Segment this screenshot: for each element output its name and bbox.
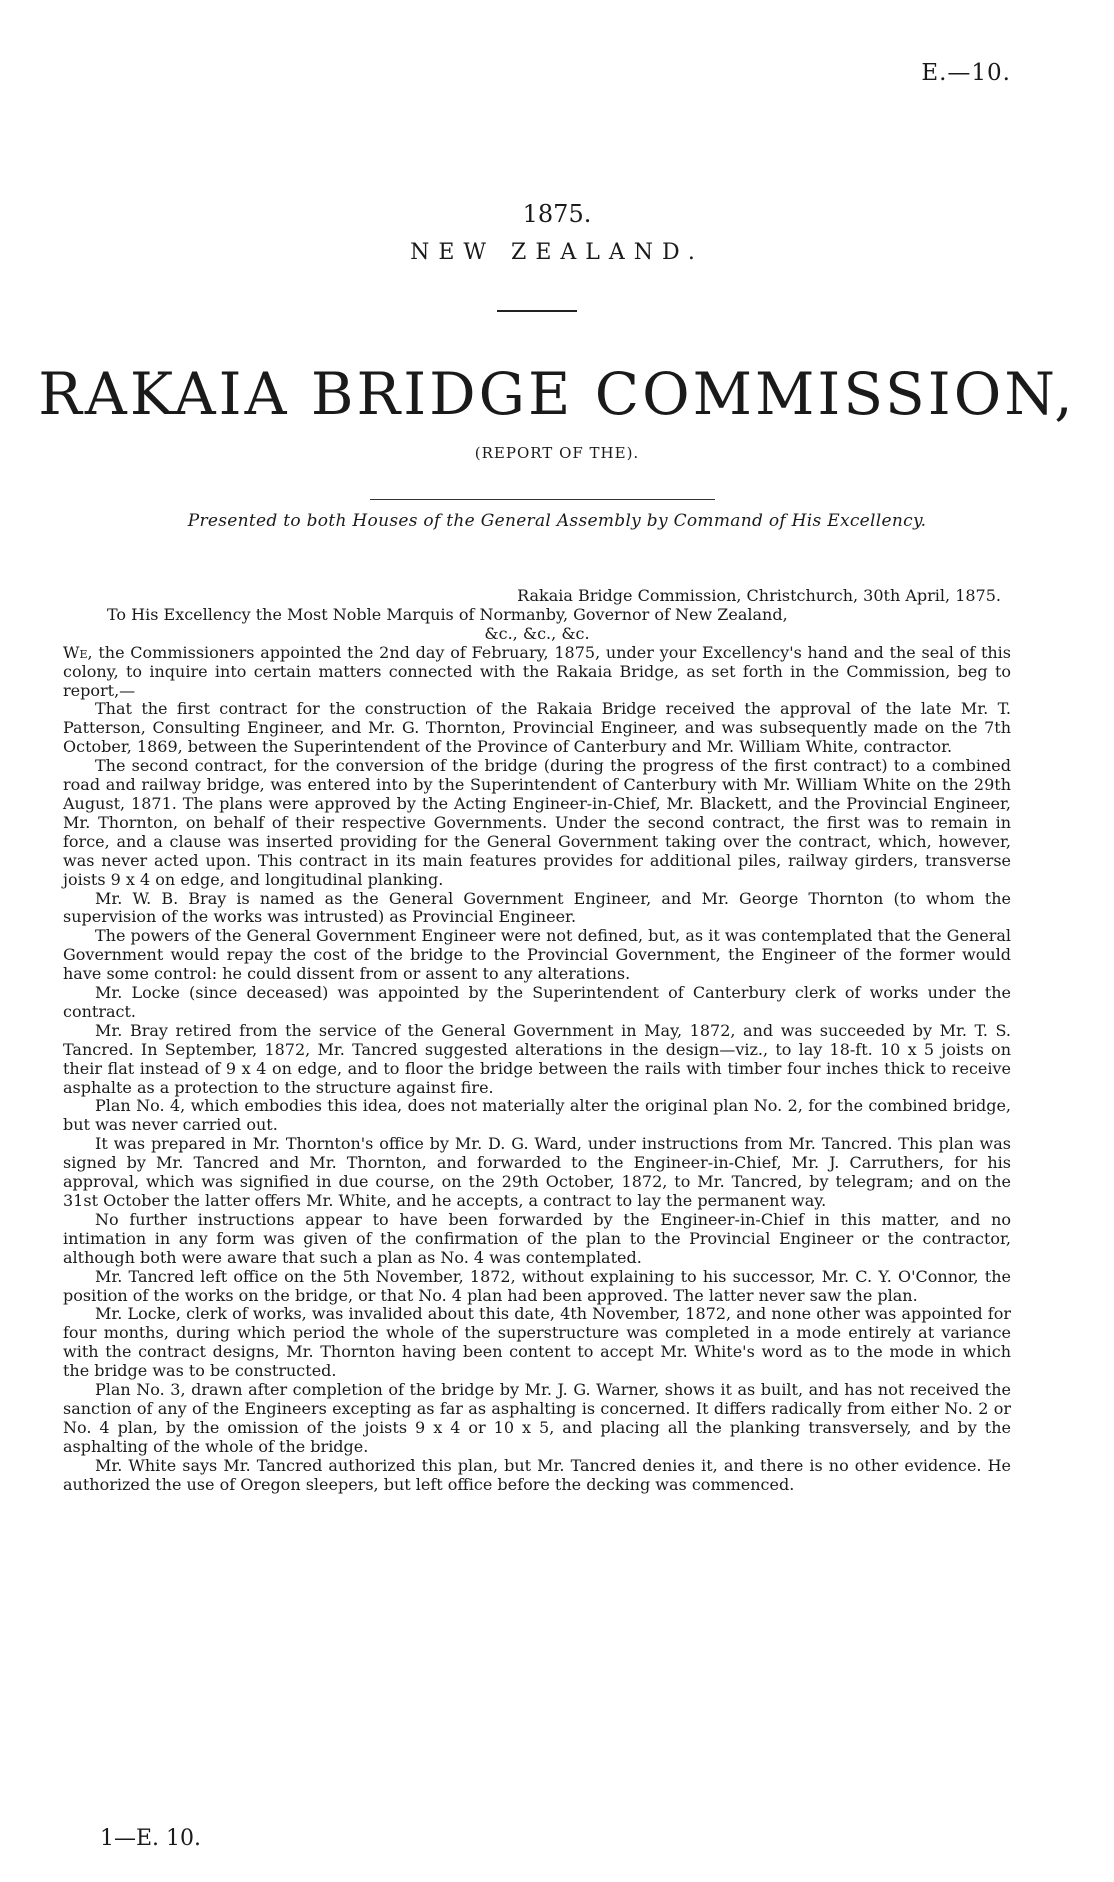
paragraph: Mr. Bray retired from the service of the General Government in May, 1872, and was succeeded by Mr. T. S. Tancred. In September, 1872, Mr. Tancred suggested alterations in the design—viz., to lay 18-ft. 10 x 5 joists on their flat instead of 9 x 4 on edge, and to floor the bridge between the rails with timber four inches thick to receive asphalte as a protection to the structure against fire.	[63, 1020, 1011, 1097]
document-subtitle: (REPORT OF THE).	[474, 444, 640, 462]
short-divider	[497, 310, 577, 312]
paragraph: The second contract, for the conversion of the bridge (during the progress of the first contract) to a combined road and railway bridge, was entered into by the Superintendent of Canterbury with Mr. William White on the 29th August, 1871. The plans were approved by the Acting Engineer-in-Chief, Mr. Blackett, and the Provincial Engineer, Mr. Thornton, on behalf of their respective Governments. Under the second contract, the first was to remain in force, and a clause was inserted providing for the General Government taking over the contract, which, however, was never acted upon. This contract in its main features provides for additional piles, railway girders, transverse joists 9 x 4 on edge, and longitudinal planking.	[63, 756, 1011, 889]
dateline: Rakaia Bridge Commission, Christchurch, 30th April, 1875.	[517, 586, 1001, 605]
paragraph: Plan No. 4, which embodies this idea, does not materially alter the original plan No. 2, for the combined bridge, but was never carried out.	[63, 1096, 1011, 1135]
paragraph: Mr. Tancred left office on the 5th November, 1872, without explaining to his successor, Mr. C. Y. O'Connor, the position of the works on the bridge, or that No. 4 plan had been approved. The latter never saw the plan.	[63, 1266, 1011, 1305]
paragraph: That the first contract for the construction of the Rakaia Bridge received the approval of the late Mr. T. Patterson, Consulting Engineer, and Mr. G. Thornton, Provincial Engineer, and was subsequently made on the 7th October, 1869, between the Superintendent of the Province of Canterbury and Mr. William White, contractor.	[63, 699, 1011, 757]
country-heading: NEW ZEALAND.	[410, 240, 704, 265]
paragraph: Mr. W. B. Bray is named as the General Government Engineer, and Mr. George Thornton (to whom the supervision of the works was intrusted) as Provincial Engineer.	[63, 888, 1011, 927]
opening-word: We	[63, 642, 88, 662]
paragraph: Plan No. 3, drawn after completion of the bridge by Mr. J. G. Warner, shows it as built, and has not received the sanction of any of the Engineers excepting as far as asphalting is concerned. It differs radically from either No. 2 or No. 4 plan, by the omission of the joists 9 x 4 or 10 x 5, and placing all the planking transversely, and by the asphalting of the whole of the bridge.	[63, 1380, 1011, 1456]
opening-paragraph	[63, 644, 1011, 701]
paragraph: Mr. Locke, clerk of works, was invalided about this date, 4th November, 1872, and none other was appointed for four months, during which period the whole of the superstructure was completed in a mode entirely at variance with the contract designs, Mr. Thornton having been content to accept Mr. White's word as to the mode in which the bridge was to be constructed.	[63, 1304, 1011, 1381]
document-year: 1875.	[522, 200, 592, 228]
title-divider	[370, 499, 715, 500]
paragraph: It was prepared in Mr. Thornton's office by Mr. D. G. Ward, under instructions from Mr. Tancred. This plan was signed by Mr. Tancred and Mr. Thornton, and forwarded to the Engineer-in-Chief, Mr. J. Carruthers, for his approval, which was signified in due course, on the 29th October, 1872, to Mr. Tancred, by telegram; and on the 31st October the latter offers Mr. White, and he accepts, a contract to lay the permanent way.	[63, 1134, 1011, 1210]
paragraph: Mr. White says Mr. Tancred authorized this plan, but Mr. Tancred denies it, and there is no other evidence. He authorized the use of Oregon sleepers, but left office before the decking was commenced.	[63, 1455, 1011, 1494]
paragraph: No further instructions appear to have been forwarded by the Engineer-in-Chief in this matter, and no intimation in any form was given of the confirmation of the plan to the Provincial Engineer or the contractor, although both were aware that such a plan as No. 4 was contemplated.	[63, 1209, 1011, 1267]
report-body	[63, 587, 1011, 1495]
presented-line: Presented to both Houses of the General Assembly by Command of His Excellency.	[187, 511, 927, 531]
page-reference: E.—10.	[921, 60, 1011, 86]
paragraph: Mr. Locke (since deceased) was appointed by the Superintendent of Canterbury clerk of works under the contract.	[63, 983, 1011, 1021]
opening-text: , the Commissioners appointed the 2nd day of February, 1875, under your Excellency's hand and the seal of this colony, to inquire into certain matters connected with the Rakaia Bridge, as set forth in the Commission, beg to report,—	[63, 642, 1011, 700]
paragraph: The powers of the General Government Engineer were not defined, but, as it was contemplated that the General Government would repay the cost of the bridge to the Provincial Government, the Engineer of the former would have some control: he could dissent from or assent to any alterations.	[63, 926, 1011, 984]
address-line: To His Excellency the Most Noble Marquis of Normanby, Governor of New Zealand,	[107, 604, 788, 624]
address-continuation: &c., &c., &c.	[484, 623, 590, 643]
document-title: RAKAIA BRIDGE COMMISSION,	[38, 360, 1076, 428]
sheet-reference: 1—E. 10.	[100, 1826, 202, 1851]
